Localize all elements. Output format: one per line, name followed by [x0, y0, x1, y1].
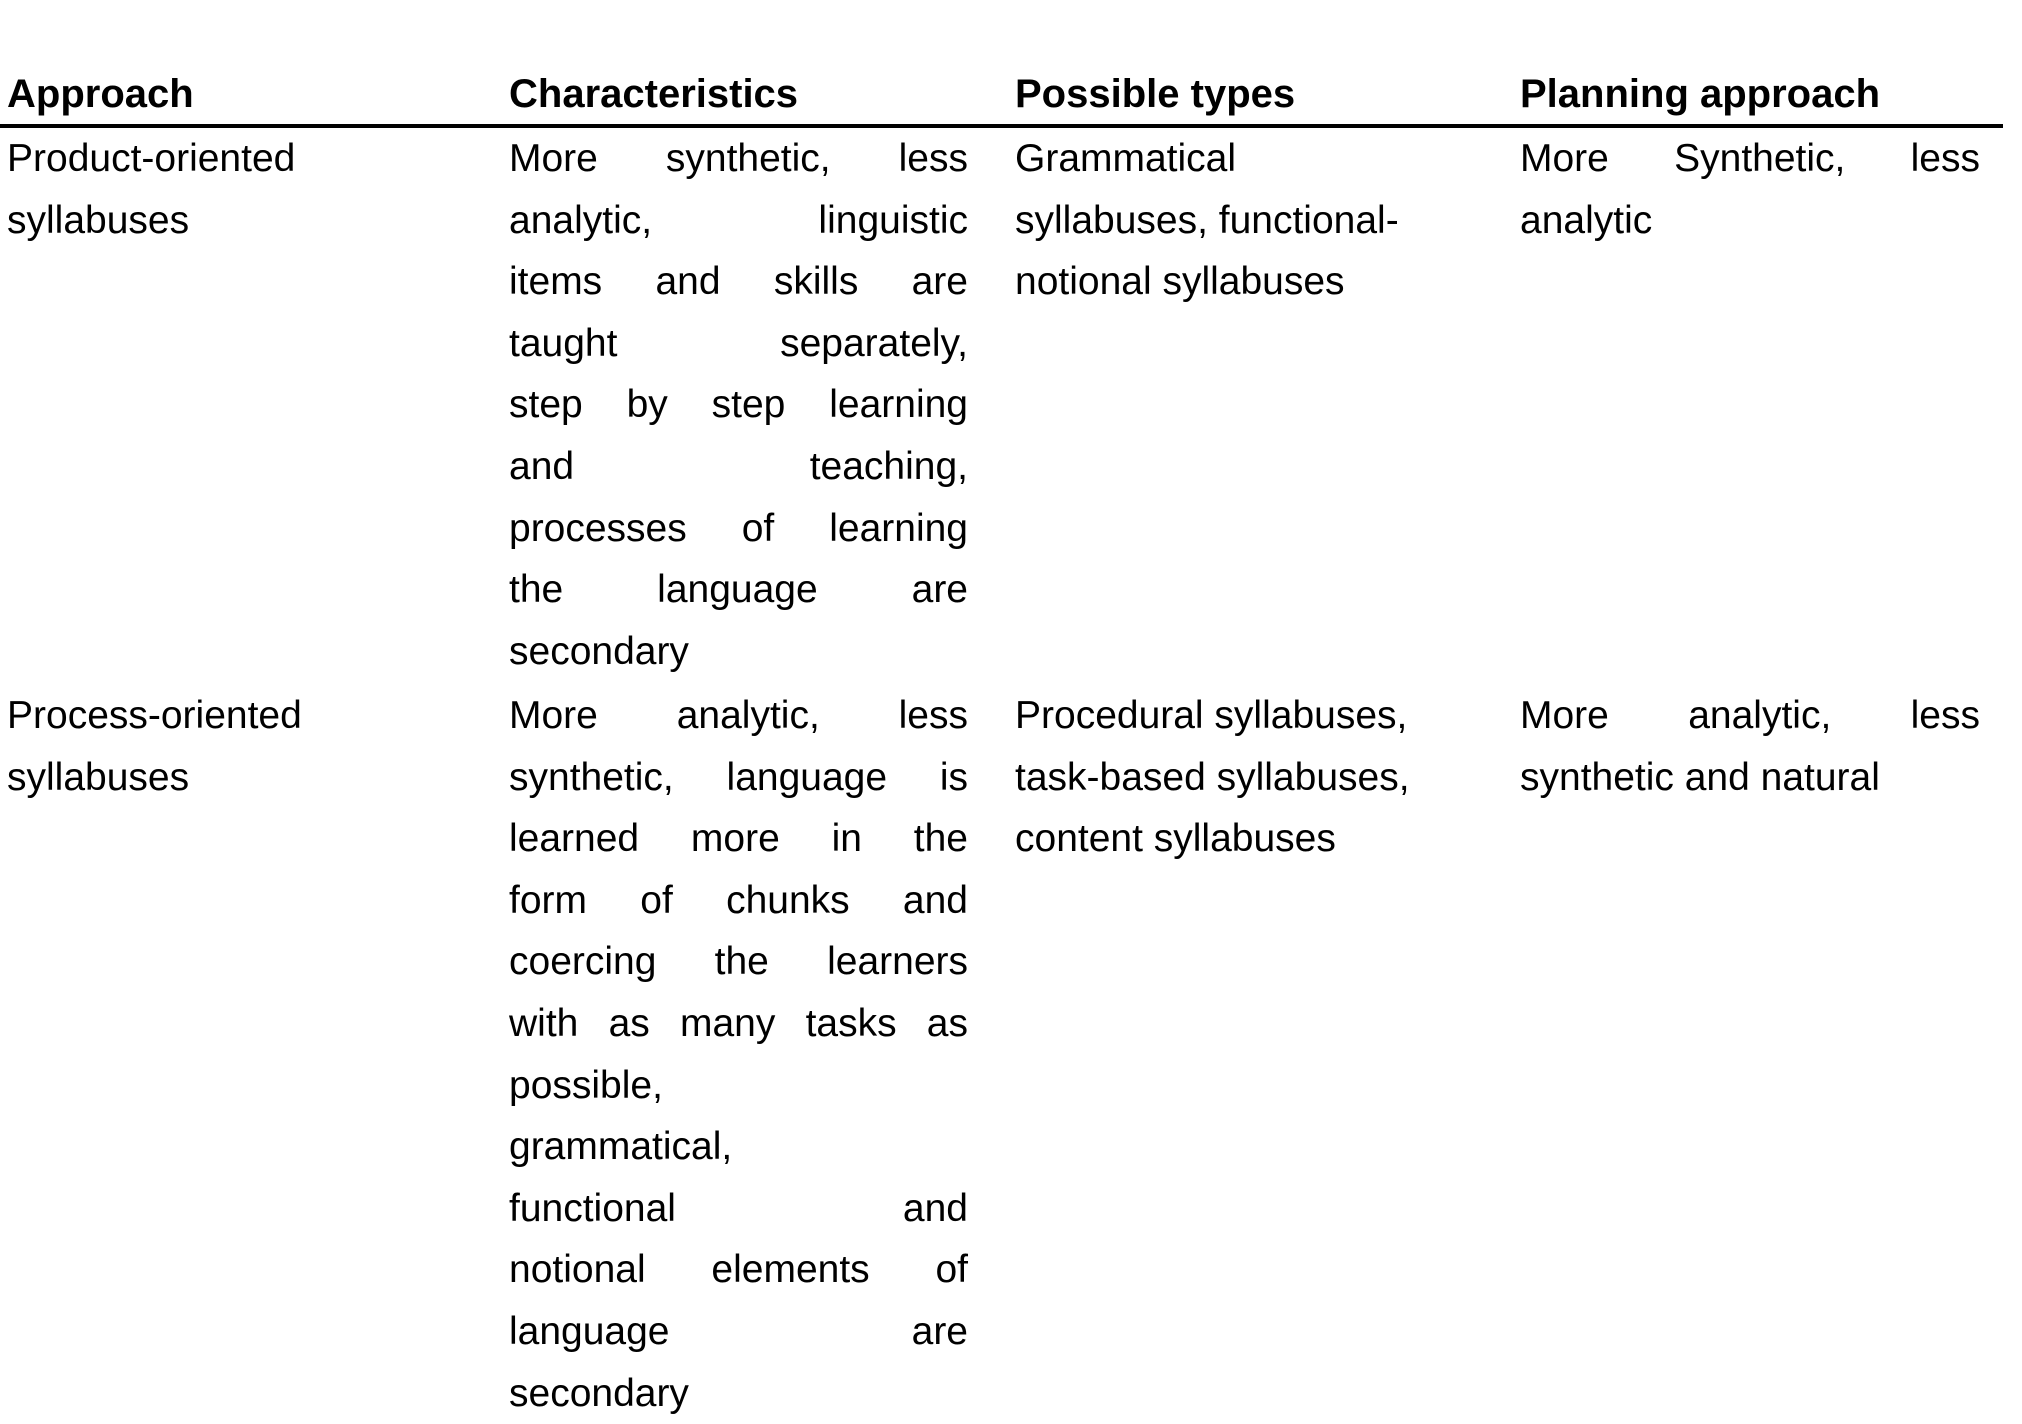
table-cell-approach — [7, 685, 487, 808]
table-cell-planning-approach — [1520, 685, 1980, 808]
cell-line: syllabuses — [7, 198, 190, 242]
cell-line: syllabuses — [7, 755, 190, 799]
cell-line: synthetic and natural — [1520, 755, 1880, 799]
cell-line: the language are — [509, 568, 968, 612]
cell-line: possible, — [509, 1063, 663, 1107]
header-planning-approach: Planning approach — [1520, 72, 1881, 116]
table-cell-planning-approach — [1520, 128, 1980, 251]
cell-line: form of chunks and — [509, 878, 968, 922]
table-cell-characteristics — [509, 685, 968, 1424]
cell-line: More Synthetic, less — [1520, 137, 1980, 180]
cell-line: processes of learning — [509, 506, 968, 550]
table-cell-possible-types — [1015, 685, 1475, 870]
cell-line: items and skills are — [509, 260, 968, 304]
cell-line: Procedural syllabuses, — [1015, 694, 1408, 737]
cell-line: analytic, linguistic — [509, 198, 968, 242]
header-characteristics: Characteristics — [509, 72, 799, 116]
cell-line: with as many tasks as — [509, 1001, 968, 1045]
cell-line: Grammatical — [1015, 137, 1237, 180]
table-cell-possible-types — [1015, 128, 1475, 313]
cell-line: task-based syllabuses, — [1015, 755, 1410, 799]
table-cell-approach — [7, 128, 487, 251]
cell-line: More analytic, less — [1520, 694, 1980, 737]
header-approach: Approach — [7, 72, 194, 116]
cell-line: taught separately, — [509, 321, 968, 365]
cell-line: and teaching, — [509, 444, 968, 488]
cell-line: notional syllabuses — [1015, 260, 1345, 304]
header-possible-types: Possible types — [1015, 72, 1296, 116]
cell-line: coercing the learners — [509, 940, 968, 984]
cell-line: notional elements of — [509, 1248, 968, 1292]
cell-line: language are — [509, 1309, 968, 1353]
cell-line: secondary — [509, 1371, 689, 1415]
cell-line: step by step learning — [509, 383, 968, 427]
cell-line: More analytic, less — [509, 694, 968, 737]
cell-line: functional and — [509, 1186, 968, 1230]
cell-line: Product-oriented — [7, 137, 296, 180]
cell-line: grammatical, — [509, 1125, 733, 1169]
cell-line: Process-oriented — [7, 694, 302, 737]
cell-line: secondary — [509, 629, 689, 673]
cell-line: analytic — [1520, 198, 1653, 242]
cell-line: learned more in the — [509, 817, 968, 861]
cell-line: syllabuses, functional- — [1015, 198, 1399, 242]
cell-line: content syllabuses — [1015, 817, 1336, 861]
cell-line: More synthetic, less — [509, 137, 968, 180]
table-cell-characteristics — [509, 128, 968, 682]
cell-line: synthetic, language is — [509, 755, 968, 799]
